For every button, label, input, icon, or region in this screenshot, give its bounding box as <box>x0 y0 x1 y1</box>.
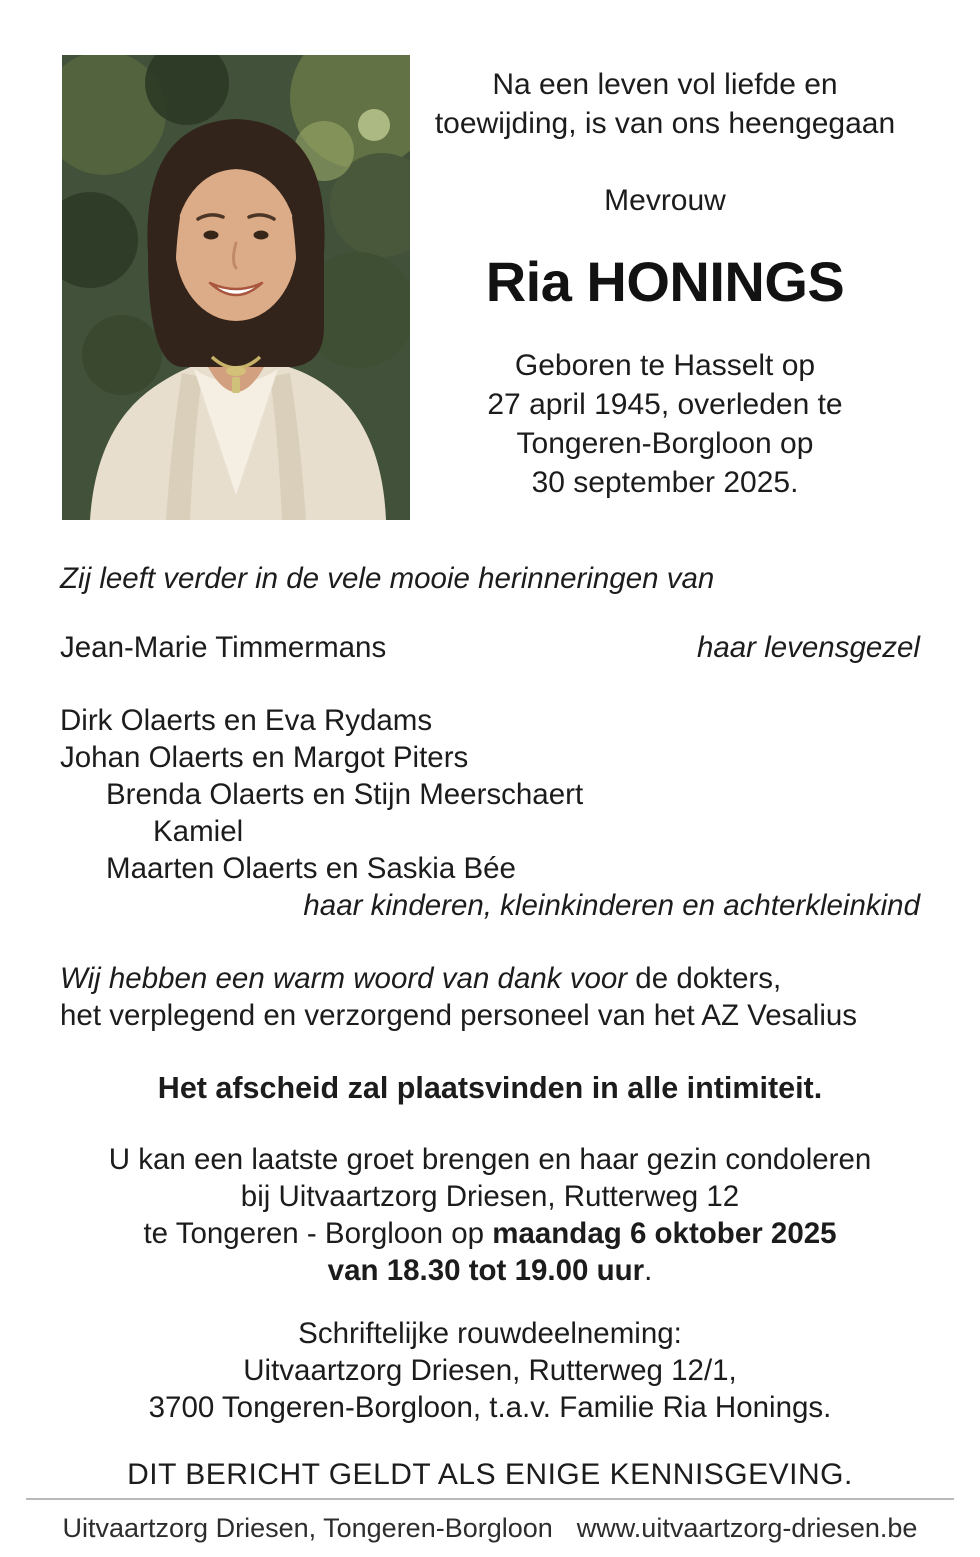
written-condolence-line-3: 3700 Tongeren-Borgloon, t.a.v. Familie Ria Honings. <box>148 1391 832 1424</box>
partner-name: Jean-Marie Timmermans <box>60 631 387 664</box>
farewell-statement: Het afscheid zal plaatsvinden in alle intimiteit. <box>157 1071 823 1105</box>
family-member: Maarten Olaerts en Saskia Bée <box>106 852 516 885</box>
thanks-paragraph <box>60 960 920 1034</box>
thanks-italic-part: Wij hebben een warm woord van dank voor <box>60 962 628 995</box>
condolence-line-1: U kan een laatste groet brengen en haar gezin condoleren <box>108 1143 872 1176</box>
thanks-regular-part: de dokters, <box>627 962 782 995</box>
header-section <box>0 0 980 520</box>
footer-company: Uitvaartzorg Driesen, Tongeren-Borgloon <box>62 1513 553 1543</box>
condolence-line-2: bij Uitvaartzorg Driesen, Rutterweg 12 <box>240 1180 740 1213</box>
condolence-time: van 18.30 tot 19.00 uur <box>327 1254 645 1287</box>
life-dates-line-4: 30 september 2025. <box>531 466 799 499</box>
condolence-line-4-regular: . <box>644 1254 653 1287</box>
family-relation: haar kinderen, kleinkinderen en achterkleinkind <box>303 889 920 922</box>
announcement-header <box>410 55 920 520</box>
salutation: Mevrouw <box>604 184 726 217</box>
condolence-line-3-regular: te Tongeren - Borgloon op <box>143 1217 493 1250</box>
partner-row <box>60 629 920 666</box>
deceased-name: Ria HONINGS <box>485 250 845 313</box>
partner-relation: haar levensgezel <box>696 631 920 664</box>
condolence-line-4 <box>60 1252 920 1289</box>
announcement-body <box>0 560 980 1493</box>
footer <box>0 1513 980 1544</box>
intro-line-1: Na een leven vol liefde en <box>492 68 838 101</box>
thanks-line-2: het verplegend en verzorgend personeel van het AZ Vesalius <box>60 999 858 1032</box>
written-condolence-line-2: Uitvaartzorg Driesen, Rutterweg 12/1, <box>243 1354 737 1387</box>
written-condolence-line-1: Schriftelijke rouwdeelneming: <box>298 1317 682 1350</box>
family-member: Kamiel <box>153 815 244 848</box>
footer-divider <box>26 1498 954 1500</box>
life-dates <box>410 346 920 502</box>
condolence-line-3 <box>60 1215 920 1252</box>
memories-lead: Zij leeft verder in de vele mooie herinneringen van <box>60 562 715 595</box>
footer-website: www.uitvaartzorg-driesen.be <box>576 1513 918 1543</box>
life-dates-line-3: Tongeren-Borgloon op <box>516 427 814 460</box>
family-member: Johan Olaerts en Margot Piters <box>60 741 469 774</box>
life-dates-line-2: 27 april 1945, overleden te <box>487 388 843 421</box>
family-member: Dirk Olaerts en Eva Rydams <box>60 704 433 737</box>
life-dates-line-1: Geboren te Hasselt op <box>514 349 816 382</box>
portrait-photo-illustration <box>62 55 410 520</box>
intro-line-2: toewijding, is van ons heengegaan <box>434 107 896 140</box>
sole-notification-notice: DIT BERICHT GELDT ALS ENIGE KENNISGEVING. <box>127 1458 853 1491</box>
condolence-date: maandag 6 oktober 2025 <box>492 1217 837 1250</box>
portrait-photo <box>62 55 410 520</box>
family-member: Brenda Olaerts en Stijn Meerschaert <box>106 778 584 811</box>
condolence-info <box>60 1141 920 1289</box>
family-list <box>60 702 920 924</box>
written-condolence-info <box>60 1315 920 1426</box>
